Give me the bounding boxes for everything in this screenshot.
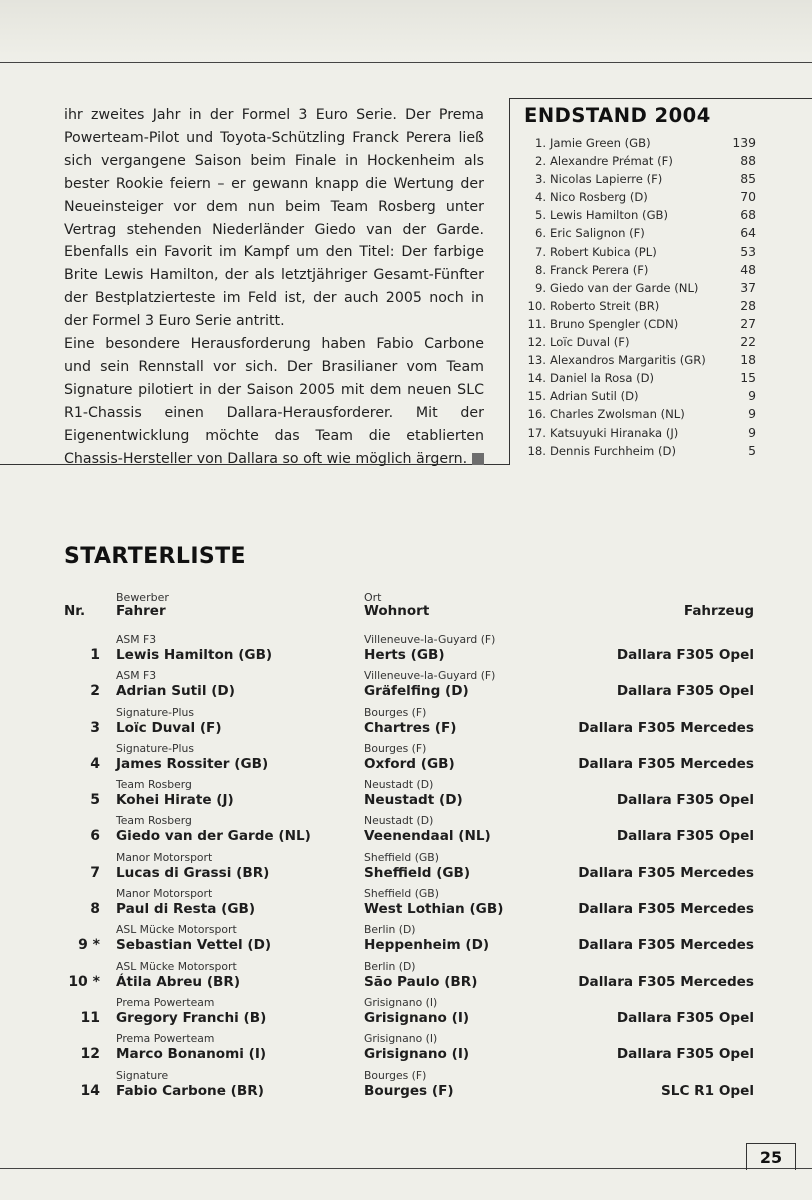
starter-team: ASM F3 <box>116 669 157 683</box>
standing-name: Daniel la Rosa (D) <box>550 371 655 386</box>
standing-pos: 7. <box>534 244 546 259</box>
standing-row <box>524 442 756 460</box>
standing-row <box>524 206 756 224</box>
standing-name: Eric Salignon (F) <box>550 226 645 241</box>
starter-driver: Fabio Carbone (BR) <box>116 1082 264 1099</box>
starterliste-title: STARTERLISTE <box>64 544 246 569</box>
standing-row <box>524 243 756 261</box>
header-fahrzeug: Fahrzeug <box>683 603 754 619</box>
standing-points: 88 <box>740 153 756 169</box>
starter-car: Dallara F305 Opel <box>616 683 754 700</box>
starter-number: 3 <box>90 719 100 736</box>
starter-number: 14 <box>80 1082 100 1099</box>
standing-name: Katsuyuki Hiranaka (J) <box>550 425 679 440</box>
starter-team-location: Grisignano (I) <box>364 1032 438 1046</box>
starterliste-entries <box>64 632 756 1104</box>
standing-name: Alexandre Prémat (F) <box>550 154 673 169</box>
starter-car: Dallara F305 Mercedes <box>578 901 754 918</box>
standing-row <box>524 152 756 170</box>
starter-row <box>64 922 756 958</box>
page-number: 25 <box>746 1143 796 1170</box>
standing-name: Lewis Hamilton (GB) <box>550 208 669 223</box>
standing-points: 28 <box>740 297 756 313</box>
standing-points: 68 <box>740 207 756 223</box>
starter-row <box>64 850 756 886</box>
standing-name: Roberto Streit (BR) <box>550 298 660 313</box>
starter-number: 9 * <box>78 937 100 954</box>
starter-driver: Gregory Franchi (B) <box>116 1009 267 1026</box>
starter-number: 11 <box>80 1009 100 1026</box>
header-nr: Nr. <box>64 603 86 619</box>
starter-team: Prema Powerteam <box>116 995 215 1009</box>
starter-driver: Lewis Hamilton (GB) <box>116 647 273 663</box>
starter-team-location: Neustadt (D) <box>364 814 434 828</box>
standing-row <box>524 369 756 387</box>
starter-team-location: Neustadt (D) <box>364 778 434 792</box>
standing-pos: 10. <box>527 298 546 313</box>
starter-car: Dallara F305 Opel <box>616 792 754 809</box>
starter-team: Prema Powerteam <box>116 1032 215 1046</box>
standing-name: Nico Rosberg (D) <box>550 190 648 205</box>
header-ort: Ort <box>364 591 382 604</box>
starter-team-location: Bourges (F) <box>364 705 427 719</box>
bottom-rule <box>0 1168 812 1169</box>
starter-team: Signature-Plus <box>116 705 194 719</box>
standing-row <box>524 351 756 369</box>
standing-row <box>524 405 756 423</box>
standing-row <box>524 261 756 279</box>
starter-hometown: Chartres (F) <box>364 719 457 736</box>
standing-name: Franck Perera (F) <box>550 262 649 277</box>
starter-row <box>64 632 756 668</box>
starter-hometown: Heppenheim (D) <box>364 937 490 954</box>
starter-hometown: Grisignano (I) <box>364 1046 470 1063</box>
starter-number: 5 <box>90 792 100 809</box>
starter-hometown: West Lothian (GB) <box>364 901 504 918</box>
standing-name: Bruno Spengler (CDN) <box>550 316 679 331</box>
standing-row <box>524 424 756 442</box>
starter-team-location: Sheffield (GB) <box>364 850 439 864</box>
standing-row <box>524 170 756 188</box>
starter-car: Dallara F305 Mercedes <box>578 719 754 736</box>
starterliste-header <box>64 591 756 623</box>
standing-points: 85 <box>740 171 756 187</box>
starter-row <box>64 886 756 922</box>
starter-driver: Paul di Resta (GB) <box>116 901 256 918</box>
header-band <box>0 0 812 62</box>
starter-team-location: Bourges (F) <box>364 741 427 755</box>
starter-team-location: Villeneuve-la-Guyard (F) <box>364 669 496 683</box>
starter-hometown: Herts (GB) <box>364 647 445 663</box>
standing-row <box>524 188 756 206</box>
standing-points: 27 <box>740 315 756 331</box>
standing-pos: 18. <box>527 443 546 458</box>
starter-team-location: Berlin (D) <box>364 959 416 973</box>
standing-name: Robert Kubica (PL) <box>550 244 657 259</box>
standing-points: 5 <box>748 442 756 458</box>
starter-number: 8 <box>90 901 100 918</box>
starter-hometown: Gräfelfing (D) <box>364 683 469 700</box>
starter-hometown: Bourges (F) <box>364 1082 454 1099</box>
starter-team: ASL Mücke Motorsport <box>116 959 237 973</box>
starter-team: Signature-Plus <box>116 741 194 755</box>
header-wohnort: Wohnort <box>364 603 430 619</box>
starter-hometown: Veenendaal (NL) <box>364 828 491 845</box>
standing-points: 139 <box>732 135 756 150</box>
starter-team-location: Villeneuve-la-Guyard (F) <box>364 633 496 646</box>
standing-points: 37 <box>740 279 756 295</box>
standings-table <box>524 134 756 460</box>
standing-pos: 6. <box>534 226 546 241</box>
starter-hometown: Neustadt (D) <box>364 792 463 809</box>
standing-pos: 8. <box>534 262 546 277</box>
starter-team-location: Grisignano (I) <box>364 995 438 1009</box>
standing-name: Alexandros Margaritis (GR) <box>550 353 706 368</box>
standing-points: 64 <box>740 225 756 241</box>
standing-pos: 16. <box>527 407 546 422</box>
standing-points: 70 <box>740 189 756 205</box>
top-rule <box>0 62 812 63</box>
starter-driver: Adrian Sutil (D) <box>116 683 235 700</box>
standing-pos: 11. <box>527 316 546 331</box>
end-of-article-square-icon <box>472 453 484 465</box>
starter-car: Dallara F305 Opel <box>616 1046 754 1063</box>
starter-number: 12 <box>80 1046 100 1063</box>
starter-row <box>64 777 756 813</box>
starter-number: 4 <box>90 755 100 772</box>
starter-hometown: Grisignano (I) <box>364 1009 470 1026</box>
standing-row <box>524 279 756 297</box>
header-fahrer: Fahrer <box>116 603 166 619</box>
standing-points: 9 <box>748 424 756 440</box>
starter-car: Dallara F305 Opel <box>616 1009 754 1026</box>
standing-pos: 4. <box>534 190 546 205</box>
standing-pos: 1. <box>534 136 546 150</box>
standing-pos: 2. <box>534 154 546 169</box>
standing-name: Charles Zwolsman (NL) <box>550 407 685 422</box>
starter-row <box>64 1068 756 1104</box>
starter-number: 1 <box>90 647 100 663</box>
starter-car: Dallara F305 Mercedes <box>578 937 754 954</box>
starter-row <box>64 813 756 849</box>
starter-driver: James Rossiter (GB) <box>116 755 269 772</box>
header-bewerber: Bewerber <box>116 591 169 604</box>
starter-car: Dallara F305 Mercedes <box>578 755 754 772</box>
standing-points: 15 <box>740 370 756 386</box>
starter-car: SLC R1 Opel <box>661 1082 754 1099</box>
starter-driver: Átila Abreu (BR) <box>116 973 241 990</box>
starter-team: Manor Motorsport <box>116 850 213 864</box>
starter-team: Signature <box>116 1068 169 1082</box>
standing-name: Nicolas Lapierre (F) <box>550 172 663 187</box>
starter-row <box>64 959 756 995</box>
standing-points: 48 <box>740 261 756 277</box>
starter-number: 2 <box>90 683 100 700</box>
starter-team: ASL Mücke Motorsport <box>116 923 237 937</box>
standing-name: Loïc Duval (F) <box>550 335 630 350</box>
starter-number: 6 <box>90 828 100 845</box>
starter-driver: Lucas di Grassi (BR) <box>116 864 270 881</box>
starter-car: Dallara F305 Opel <box>616 647 754 663</box>
standing-pos: 17. <box>527 425 546 440</box>
standing-row <box>524 297 756 315</box>
starter-row <box>64 995 756 1031</box>
starter-team-location: Sheffield (GB) <box>364 887 439 901</box>
standing-pos: 5. <box>534 208 546 223</box>
standing-name: Giedo van der Garde (NL) <box>550 280 699 295</box>
starter-car: Dallara F305 Mercedes <box>578 973 754 990</box>
starter-driver: Marco Bonanomi (I) <box>116 1046 267 1063</box>
starter-driver: Loïc Duval (F) <box>116 719 222 736</box>
starter-row <box>64 705 756 741</box>
standing-pos: 15. <box>527 389 546 404</box>
standing-pos: 3. <box>534 172 546 187</box>
standing-name: Jamie Green (GB) <box>550 136 651 150</box>
standing-pos: 14. <box>527 371 546 386</box>
standing-row <box>524 387 756 405</box>
standing-name: Dennis Furchheim (D) <box>550 443 676 458</box>
article-paragraph-2 <box>64 333 484 470</box>
standing-pos: 13. <box>527 353 546 368</box>
starter-number: 7 <box>90 864 100 881</box>
starter-team: Team Rosberg <box>116 814 192 828</box>
endstand-title: ENDSTAND 2004 <box>524 104 711 127</box>
starter-row <box>64 1031 756 1067</box>
standing-points: 9 <box>748 388 756 404</box>
starter-driver: Kohei Hirate (J) <box>116 792 234 809</box>
standing-row <box>524 333 756 351</box>
starter-team: Team Rosberg <box>116 778 192 792</box>
starter-hometown: Oxford (GB) <box>364 755 455 772</box>
standing-points: 9 <box>748 406 756 422</box>
standing-row <box>524 315 756 333</box>
starter-team-location: Bourges (F) <box>364 1068 427 1082</box>
article-paragraph-1: ihr zweites Jahr in der Formel 3 Euro Serie. Der Prema Powerteam-Pilot und Toyota-Schützling Franck Perera ließ sich vergangene Saison beim Finale in Hockenheim als bester Rookie feiern – er gewann knapp die Wertung der Neueinsteiger vor dem nun beim Team Rosberg unter Vertrag stehenden Niederländer Giedo van der Garde. Ebenfalls ein Favorit im Kampf um den Titel: Der farbige Brite Lewis Hamilton, der als letztjähriger Gesamt-Fünfter der Bestplatzierteste im Feld ist, der auch 2005 noch in der Formel 3 Euro Serie antritt. <box>64 107 484 330</box>
article-paragraph-2-text: Eine besondere Herausforderung haben Fabio Carbone und sein Rennstall vor sich. Der Brasilianer vom Team Signature pilotiert in der Saison 2005 mit dem neuen SLC R1-Chassis einen Dallara-Herausforderer. Mit der Eigenentwicklung möchte das Team die etablierten Chassis-Hersteller von Dallara so oft wie möglich ärgern. <box>64 336 484 467</box>
starter-row <box>64 668 756 704</box>
standing-points: 22 <box>740 334 756 350</box>
starter-number: 10 * <box>68 973 100 990</box>
article-body <box>64 104 484 471</box>
standing-pos: 9. <box>534 280 546 295</box>
standing-row <box>524 224 756 242</box>
starter-team: Manor Motorsport <box>116 887 213 901</box>
starter-car: Dallara F305 Opel <box>616 828 754 845</box>
standing-name: Adrian Sutil (D) <box>550 389 639 404</box>
starter-car: Dallara F305 Mercedes <box>578 864 754 881</box>
starter-driver: Giedo van der Garde (NL) <box>116 828 311 845</box>
starter-row <box>64 741 756 777</box>
starter-hometown: São Paulo (BR) <box>364 973 478 990</box>
standing-points: 18 <box>740 352 756 368</box>
starter-driver: Sebastian Vettel (D) <box>116 937 272 954</box>
starter-hometown: Sheffield (GB) <box>364 864 471 881</box>
starter-team-location: Berlin (D) <box>364 923 416 937</box>
standing-row <box>524 134 756 152</box>
standing-pos: 12. <box>527 335 546 350</box>
standing-points: 53 <box>740 243 756 259</box>
starter-team: ASM F3 <box>116 633 157 646</box>
